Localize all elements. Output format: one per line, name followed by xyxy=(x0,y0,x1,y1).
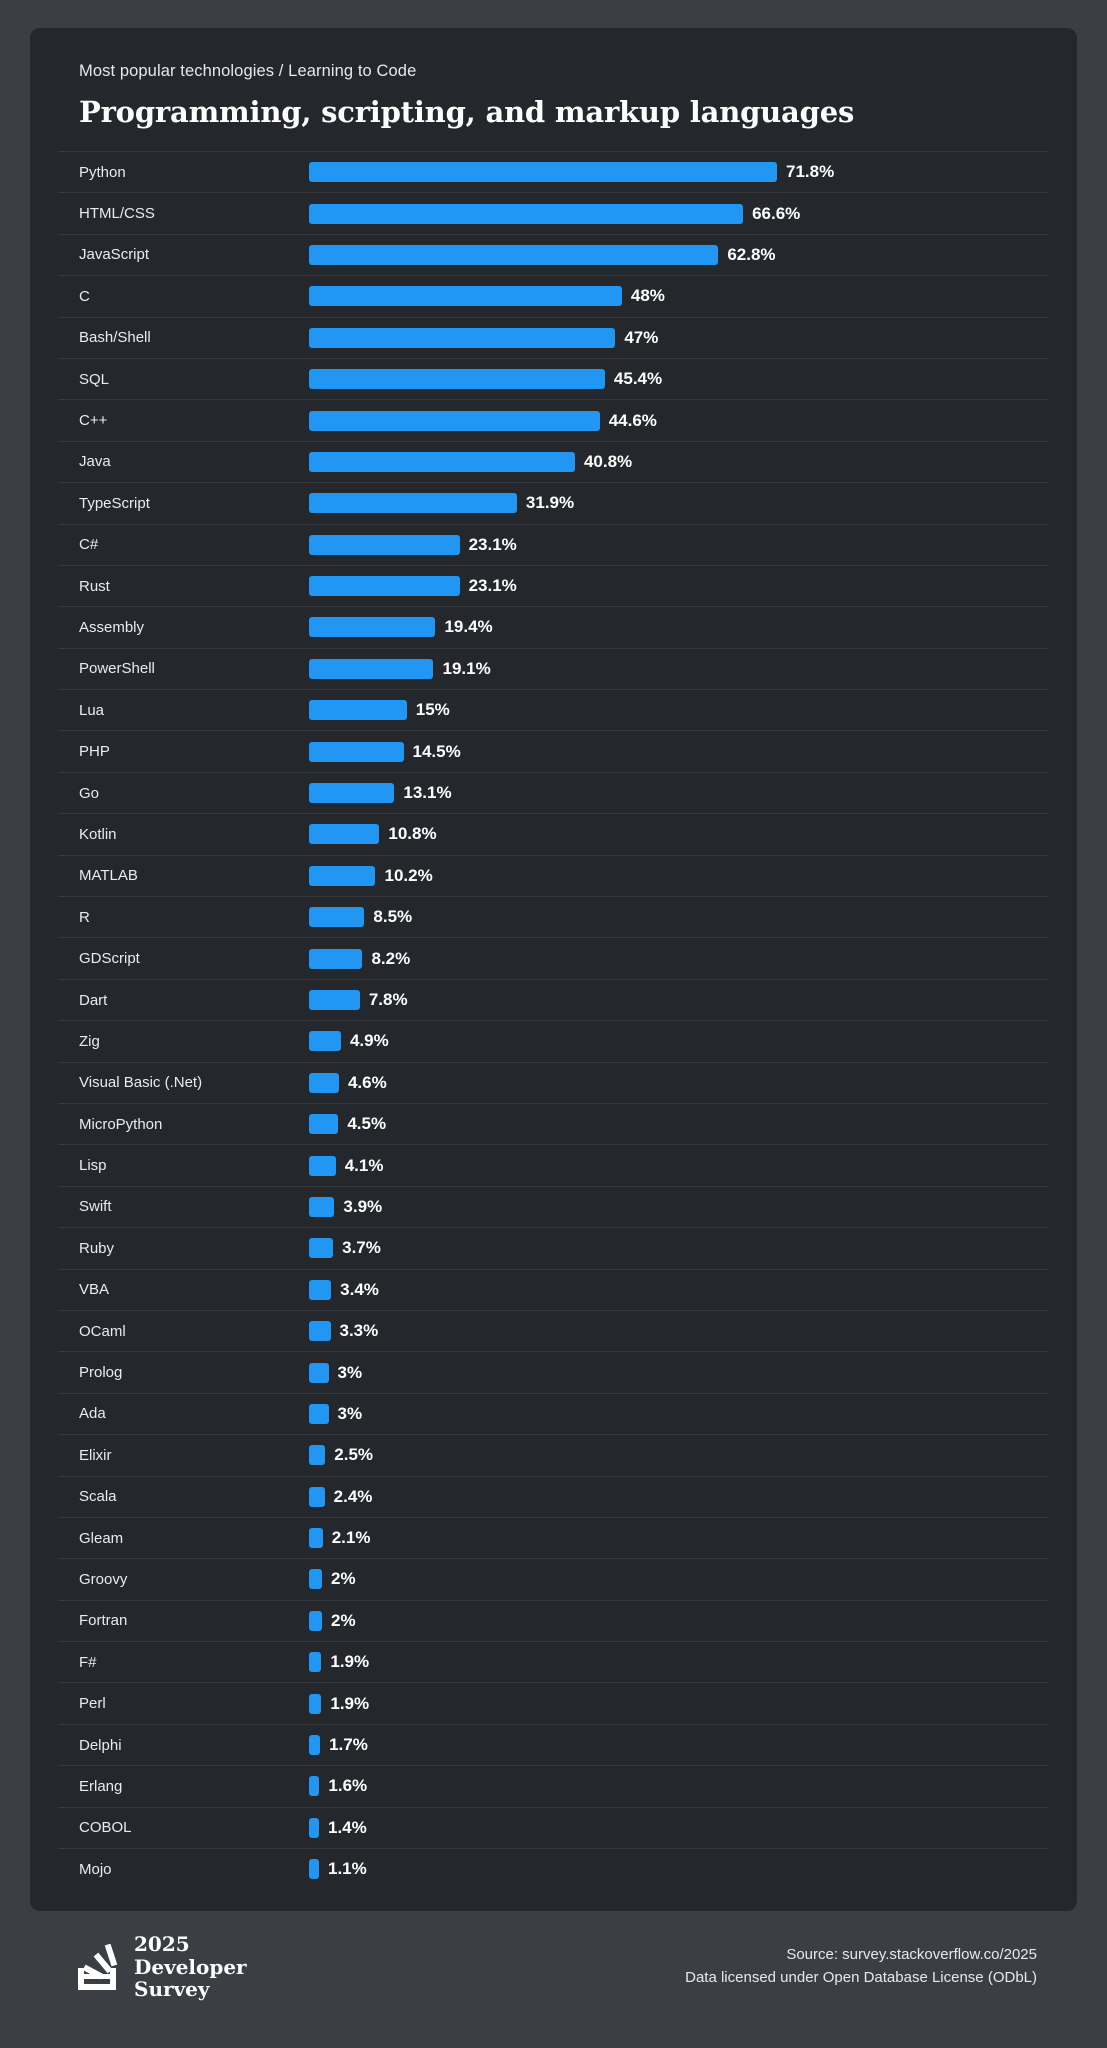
chart-row xyxy=(58,192,1049,233)
chart-bar xyxy=(309,1611,322,1631)
chart-bar xyxy=(309,1694,321,1714)
chart-bar-area xyxy=(309,162,1049,182)
chart-bar xyxy=(309,1859,319,1879)
chart-row-label: Lua xyxy=(79,701,105,719)
chart-bar-value: 66.6% xyxy=(752,203,801,223)
chart-bar-value: 23.1% xyxy=(468,576,517,596)
chart-bar xyxy=(309,949,362,969)
chart-bar-area xyxy=(309,1528,1049,1548)
chart-bar xyxy=(309,1487,325,1507)
chart-bar-area xyxy=(309,452,1049,472)
chart-bar xyxy=(309,866,375,886)
chart-row xyxy=(58,441,1049,482)
chart-bar-value: 3.3% xyxy=(339,1321,379,1341)
chart-bar xyxy=(309,1197,334,1217)
chart-bar xyxy=(309,783,394,803)
chart-bar-area xyxy=(309,1404,1049,1424)
chart-row xyxy=(58,399,1049,440)
chart-row-label: PHP xyxy=(79,743,110,761)
chart-bar xyxy=(309,700,407,720)
chart-row-label: Go xyxy=(79,784,100,802)
chart-bar-area xyxy=(309,493,1049,513)
chart-bar xyxy=(309,1404,329,1424)
chart-row-label: Lisp xyxy=(79,1157,107,1175)
chart-row-label: C# xyxy=(79,536,99,554)
chart-bar-value: 3.7% xyxy=(342,1238,381,1258)
chart-bar-area xyxy=(309,1197,1049,1217)
chart-bar-value: 71.8% xyxy=(786,162,835,182)
chart-bar-value: 1.1% xyxy=(328,1859,367,1879)
source-info xyxy=(685,1944,1037,1989)
chart-bar-value: 7.8% xyxy=(368,990,408,1009)
breadcrumb: Most popular technologies / Learning to Code xyxy=(79,62,417,80)
chart-row xyxy=(58,1600,1049,1641)
chart-bar xyxy=(309,1528,323,1548)
chart-row-label: Swift xyxy=(79,1198,112,1216)
chart-row-label: Dart xyxy=(79,991,108,1009)
chart-bar-area xyxy=(309,286,1049,306)
chart-bar xyxy=(309,1156,336,1176)
page-title: Programming, scripting, and markup languages xyxy=(79,95,855,129)
chart-bar-area xyxy=(309,1487,1049,1507)
chart-bar-area xyxy=(309,369,1049,389)
chart-bar-value: 19.4% xyxy=(444,617,493,637)
chart-bar-area xyxy=(309,907,1049,927)
chart-bar-area xyxy=(309,1156,1049,1176)
chart-row xyxy=(58,1724,1049,1765)
chart-bar xyxy=(309,493,517,513)
chart-bar-value: 48% xyxy=(630,286,665,306)
bar-chart xyxy=(58,151,1049,1889)
chart-row xyxy=(58,234,1049,275)
chart-row xyxy=(58,1351,1049,1392)
chart-bar-area xyxy=(309,949,1049,969)
chart-row xyxy=(58,1227,1049,1268)
chart-bar-area xyxy=(309,1735,1049,1755)
chart-bar-value: 10.2% xyxy=(384,865,433,885)
chart-row xyxy=(58,1765,1049,1806)
chart-row-label: C xyxy=(79,287,90,305)
chart-row-label: COBOL xyxy=(79,1819,132,1837)
chart-row xyxy=(58,979,1049,1020)
chart-row xyxy=(58,648,1049,689)
chart-bar-value: 8.5% xyxy=(373,907,413,927)
chart-bar xyxy=(309,245,718,265)
chart-bar-value: 14.5% xyxy=(412,741,461,761)
chart-row xyxy=(58,565,1049,606)
chart-bar-value: 8.2% xyxy=(371,948,411,968)
chart-bar xyxy=(309,328,615,348)
chart-row xyxy=(58,1393,1049,1434)
chart-bar-area xyxy=(309,535,1049,555)
chart-bar-area xyxy=(309,1652,1049,1672)
chart-bar xyxy=(309,617,435,637)
chart-bar xyxy=(309,990,360,1010)
chart-bar-value: 62.8% xyxy=(727,244,776,264)
chart-row xyxy=(58,1682,1049,1723)
chart-bar xyxy=(309,286,622,306)
chart-bar-area xyxy=(309,204,1049,224)
chart-bar-area xyxy=(309,1321,1049,1341)
chart-bar-area xyxy=(309,824,1049,844)
chart-bar xyxy=(309,204,743,224)
chart-row-label: Python xyxy=(79,163,126,181)
chart-row-label: F# xyxy=(79,1653,97,1671)
brand-line-survey: Survey xyxy=(134,1977,210,2002)
chart-bar-value: 19.1% xyxy=(442,658,491,678)
chart-row-label: PowerShell xyxy=(79,660,155,678)
chart-bar-value: 44.6% xyxy=(608,410,657,430)
chart-bar xyxy=(309,1776,319,1796)
chart-row-label: Elixir xyxy=(79,1446,112,1464)
chart-bar-area xyxy=(309,783,1049,803)
chart-bar-area xyxy=(309,1031,1049,1051)
chart-bar-area xyxy=(309,576,1049,596)
chart-bar-area xyxy=(309,990,1049,1010)
chart-row-label: SQL xyxy=(79,370,110,388)
chart-bar-value: 4.6% xyxy=(347,1072,387,1092)
chart-row-label: HTML/CSS xyxy=(79,205,155,223)
chart-bar xyxy=(309,411,600,431)
chart-row-label: C++ xyxy=(79,412,108,430)
chart-row xyxy=(58,689,1049,730)
chart-footer xyxy=(30,1911,1077,2024)
chart-row xyxy=(58,813,1049,854)
chart-row xyxy=(58,1062,1049,1103)
chart-row-label: Kotlin xyxy=(79,825,117,843)
chart-row xyxy=(58,1434,1049,1475)
chart-bar-value: 4.9% xyxy=(349,1031,389,1051)
chart-bar-area xyxy=(309,411,1049,431)
chart-row-label: Delphi xyxy=(79,1736,122,1754)
chart-bar-value: 4.5% xyxy=(347,1114,387,1134)
chart-bar xyxy=(309,452,575,472)
chart-row-label: Fortran xyxy=(79,1612,128,1630)
chart-bar-area xyxy=(309,328,1049,348)
chart-row xyxy=(58,1641,1049,1682)
chart-row xyxy=(58,151,1049,192)
chart-bar xyxy=(309,1363,329,1383)
chart-bar xyxy=(309,1652,321,1672)
chart-row-label: Groovy xyxy=(79,1570,128,1588)
chart-bar-value: 1.9% xyxy=(330,1693,370,1713)
chart-bar-area xyxy=(309,1445,1049,1465)
chart-bar xyxy=(309,535,460,555)
chart-row-label: Prolog xyxy=(79,1364,123,1382)
chart-bar xyxy=(309,369,605,389)
chart-bar-value: 1.9% xyxy=(330,1652,370,1672)
chart-row xyxy=(58,1186,1049,1227)
chart-row-label: Ruby xyxy=(79,1239,115,1257)
chart-row xyxy=(58,275,1049,316)
chart-bar-value: 2% xyxy=(331,1610,356,1630)
chart-bar-area xyxy=(309,742,1049,762)
chart-row-label: Erlang xyxy=(79,1777,123,1795)
chart-bar-value: 3% xyxy=(337,1403,363,1423)
chart-row-label: MicroPython xyxy=(79,1115,163,1133)
chart-bar-area xyxy=(309,866,1049,886)
chart-row-label: Perl xyxy=(79,1695,106,1713)
chart-bar xyxy=(309,1569,322,1589)
chart-row-label: OCaml xyxy=(79,1322,126,1340)
chart-bar xyxy=(309,659,433,679)
chart-row-label: Ada xyxy=(79,1405,106,1423)
brand-text xyxy=(134,1933,247,2000)
chart-bar-area xyxy=(309,1280,1049,1300)
chart-bar-area xyxy=(309,1818,1049,1838)
stack-overflow-logo-icon xyxy=(78,1944,120,1990)
chart-row-label: GDScript xyxy=(79,950,140,968)
chart-bar-area xyxy=(309,1363,1049,1383)
chart-bar-value: 3% xyxy=(337,1362,363,1382)
chart-bar-area xyxy=(309,1569,1049,1589)
chart-row xyxy=(58,937,1049,978)
chart-bar-area xyxy=(309,1859,1049,1879)
chart-bar-value: 45.4% xyxy=(613,369,663,389)
chart-bar-area xyxy=(309,1114,1049,1134)
chart-bar-value: 2.4% xyxy=(333,1486,373,1506)
chart-row-label: Bash/Shell xyxy=(79,329,151,347)
chart-bar xyxy=(309,907,364,927)
chart-bar xyxy=(309,1114,338,1134)
chart-row xyxy=(58,1476,1049,1517)
chart-bar-area xyxy=(309,1694,1049,1714)
chart-bar-value: 40.8% xyxy=(583,451,633,471)
chart-bar-value: 2.5% xyxy=(334,1445,374,1465)
chart-row-label: Scala xyxy=(79,1488,117,1506)
chart-bar-area xyxy=(309,245,1049,265)
chart-bar-value: 3.4% xyxy=(340,1279,379,1299)
chart-bar-value: 2.1% xyxy=(331,1528,371,1548)
chart-row xyxy=(58,1144,1049,1185)
chart-row xyxy=(58,730,1049,771)
chart-bar-value: 3.9% xyxy=(343,1196,383,1216)
chart-bar-value: 1.7% xyxy=(329,1735,368,1755)
chart-row xyxy=(58,1517,1049,1558)
brand xyxy=(78,1933,247,2000)
source-license: Data licensed under Open Database License (ODbL) xyxy=(685,1968,1037,1986)
chart-bar-area xyxy=(309,1238,1049,1258)
chart-bar-value: 23.1% xyxy=(468,534,517,554)
chart-row xyxy=(58,855,1049,896)
chart-bar xyxy=(309,1321,331,1341)
chart-bar xyxy=(309,1445,325,1465)
chart-row xyxy=(58,896,1049,937)
chart-card xyxy=(30,28,1077,1911)
chart-bar-area xyxy=(309,1611,1049,1631)
chart-row-label: Zig xyxy=(79,1032,100,1050)
chart-bar xyxy=(309,1031,341,1051)
chart-bar-area xyxy=(309,617,1049,637)
chart-bar xyxy=(309,824,379,844)
chart-bar-value: 47% xyxy=(624,327,659,347)
chart-bar xyxy=(309,162,777,182)
chart-bar-value: 2% xyxy=(331,1569,356,1589)
chart-bar xyxy=(309,1073,339,1093)
chart-bar-value: 4.1% xyxy=(344,1155,384,1175)
chart-bar xyxy=(309,1280,331,1300)
chart-bar xyxy=(309,1818,319,1838)
chart-bar-value: 31.9% xyxy=(525,493,575,513)
chart-row xyxy=(58,1807,1049,1848)
chart-row-label: Visual Basic (.Net) xyxy=(79,1074,203,1092)
chart-row-label: TypeScript xyxy=(79,494,150,512)
chart-row xyxy=(58,358,1049,399)
chart-bar-value: 13.1% xyxy=(403,783,452,803)
chart-row xyxy=(58,1103,1049,1144)
chart-row xyxy=(58,772,1049,813)
brand-year: 2025 xyxy=(134,1932,190,1957)
chart-bar-value: 15% xyxy=(415,700,450,720)
chart-row-label: Java xyxy=(79,453,111,471)
source-url: Source: survey.stackoverflow.co/2025 xyxy=(786,1946,1037,1964)
chart-bar-value: 1.4% xyxy=(328,1817,367,1837)
chart-bar xyxy=(309,576,460,596)
chart-row xyxy=(58,482,1049,523)
chart-bar-value: 1.6% xyxy=(328,1776,368,1796)
chart-row xyxy=(58,606,1049,647)
chart-row-label: Rust xyxy=(79,577,110,595)
chart-row xyxy=(58,524,1049,565)
chart-row xyxy=(58,1310,1049,1351)
chart-bar-area xyxy=(309,700,1049,720)
chart-row-label: JavaScript xyxy=(79,246,150,264)
chart-row-label: MATLAB xyxy=(79,867,138,885)
chart-bar xyxy=(309,1735,320,1755)
chart-bar-area xyxy=(309,1073,1049,1093)
chart-row-label: VBA xyxy=(79,1281,110,1299)
chart-bar xyxy=(309,1238,333,1258)
chart-row xyxy=(58,1558,1049,1599)
chart-row xyxy=(58,1269,1049,1310)
chart-row xyxy=(58,1848,1049,1889)
chart-bar-area xyxy=(309,659,1049,679)
chart-row-label: Gleam xyxy=(79,1529,124,1547)
brand-line-developer: Developer xyxy=(134,1954,247,1979)
chart-bar xyxy=(309,742,404,762)
chart-row-label: R xyxy=(79,908,90,926)
chart-bar-value: 10.8% xyxy=(388,824,437,844)
chart-bar-area xyxy=(309,1776,1049,1796)
chart-row xyxy=(58,1020,1049,1061)
chart-row-label: Mojo xyxy=(79,1860,112,1878)
chart-row xyxy=(58,317,1049,358)
chart-row-label: Assembly xyxy=(79,618,145,636)
